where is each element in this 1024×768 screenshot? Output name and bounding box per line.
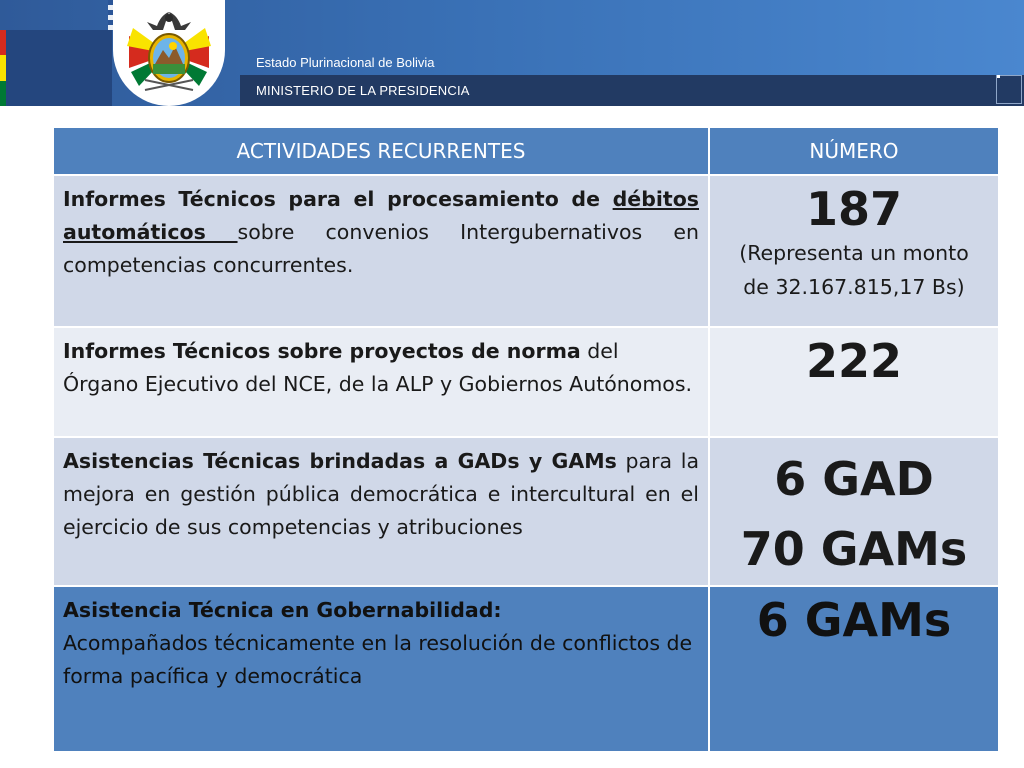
activity-bold-text: Asistencia Técnica en Gobernabilidad:: [63, 598, 502, 622]
activity-text: del Órgano Ejecutivo del NCE, de la ALP y Gobiernos Autónomos.: [63, 339, 693, 396]
activity-cell: [53, 586, 709, 752]
activity-cell: [53, 175, 709, 327]
number-cell: [709, 175, 999, 327]
activity-cell: [53, 327, 709, 437]
activity-underlined-text: débitos automáticos: [63, 187, 699, 244]
header-divider: [0, 106, 1024, 112]
activity-bold-text: Informes Técnicos para el procesamiento de: [63, 187, 613, 211]
bolivia-coat-of-arms-icon: [123, 6, 215, 102]
activities-table: [52, 126, 1000, 753]
activity-text: para la mejora en gestión pública democrática e intercultural en el ejercicio de sus competencias y atribuciones: [63, 449, 700, 539]
activity-bold-text: Asistencias Técnicas brindadas a GADs y GAMs: [63, 449, 617, 473]
table-row: [53, 175, 999, 327]
amount-note-line2: de 32.167.815,17 Bs): [743, 275, 965, 299]
number-cell: [709, 327, 999, 437]
activity-bold-text: Informes Técnicos sobre proyectos de norma: [63, 339, 581, 363]
table-row: [53, 327, 999, 437]
corner-dot: [997, 75, 1000, 78]
activity-number: 222: [805, 334, 903, 388]
activity-description: [55, 439, 707, 544]
activity-description: [55, 588, 707, 693]
activity-number-gad: 6 GAD: [774, 452, 934, 506]
activity-text: Acompañados técnicamente en la resolución de conflictos de forma pacífica y democrática: [63, 631, 693, 688]
activity-text: sobre convenios Intergubernativos en competencias concurrentes.: [63, 220, 699, 277]
activity-number: 187: [805, 182, 903, 236]
column-header-activities: ACTIVIDADES RECURRENTES: [53, 127, 709, 175]
activity-description: [55, 177, 707, 282]
header-left-block: [6, 30, 112, 106]
table-row: [53, 586, 999, 752]
number-cell: [709, 437, 999, 586]
ministry-name: MINISTERIO DE LA PRESIDENCIA: [256, 83, 470, 98]
corner-frame: [996, 75, 1022, 104]
state-name: Estado Plurinacional de Bolivia: [256, 55, 435, 70]
table-header-row: [53, 127, 999, 175]
amount-note-line1: (Representa un monto: [739, 241, 969, 265]
activity-cell: [53, 437, 709, 586]
activity-number-gams: 70 GAMs: [740, 522, 968, 576]
column-header-number: NÚMERO: [709, 127, 999, 175]
table-row: [53, 437, 999, 586]
activity-description: [55, 329, 707, 401]
activity-number: 6 GAMs: [756, 593, 952, 647]
number-cell: [709, 586, 999, 752]
